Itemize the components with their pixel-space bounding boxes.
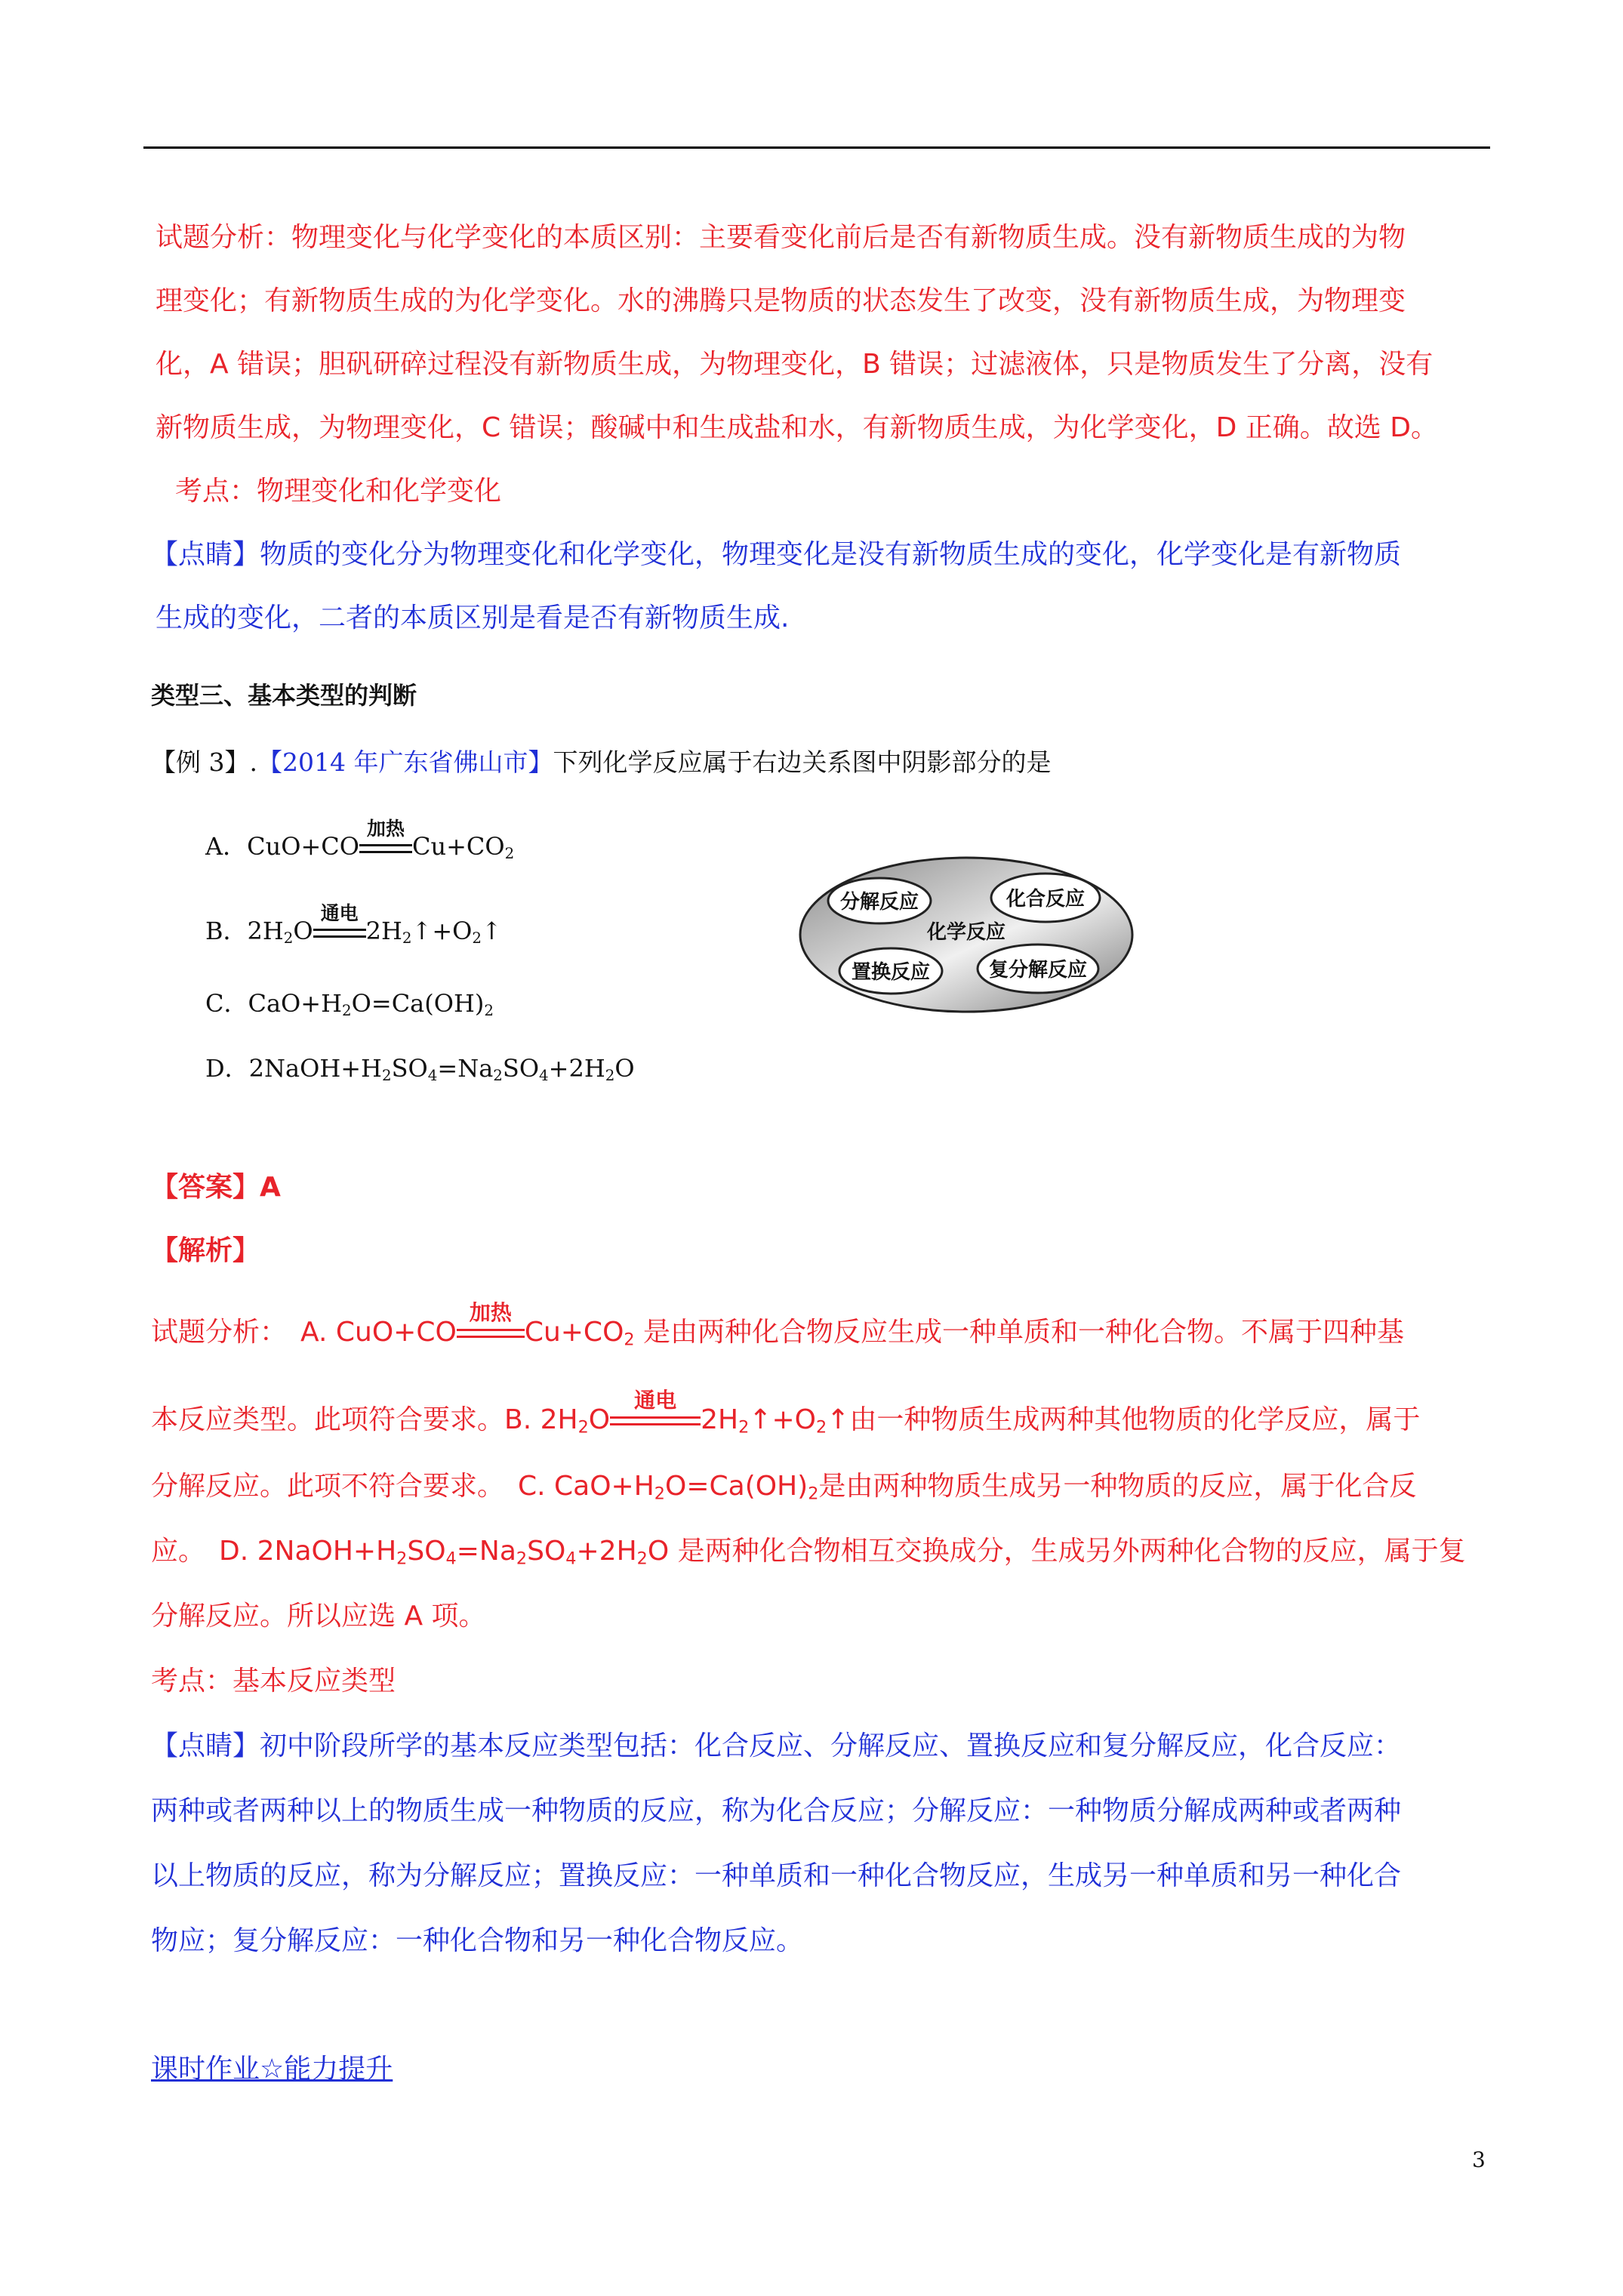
- analysis1-kaodian: 考点：物理变化和化学变化: [175, 476, 502, 507]
- dianjing1-line2: 生成的变化，二者的本质区别是看是否有新物质生成.: [156, 603, 790, 633]
- analysis1-line3: 化，A 错误；胆矾研碎过程没有新物质生成，为物理变化，B 错误；过滤液体，只是物质发生了分离，没有: [156, 349, 1434, 380]
- option-c: C．$CaO+H_2O=Ca(OH)_2$: [205, 989, 494, 1019]
- condition-heating-2: 加热: [457, 1317, 525, 1348]
- label-double-decomposition: 复分解反应: [988, 959, 1088, 982]
- label-chemical-reaction: 化学反应: [926, 921, 1006, 944]
- option-a: A．CuO+CO 加热 $Cu+CO_2$: [205, 818, 515, 862]
- condition-electricity: 通电: [313, 917, 366, 945]
- condition-heating: 加热: [359, 832, 412, 861]
- analysis2-line5: 分解反应。所以应选 A 项。: [151, 1601, 486, 1632]
- analysis2-line4: 应。 D. $2NaOH+H_2SO_4=Na_2SO_4+2H_2O$ 是两种化合物相互交换成分，生成另外两种化合物的反应，属于复: [151, 1536, 1466, 1569]
- dianjing1-line1: 【点睛】物质的变化分为物理变化和化学变化，物理变化是没有新物质生成的变化，化学变化是有新物质: [151, 539, 1402, 570]
- label-decomposition: 分解反应: [839, 891, 919, 914]
- option-d: D．$2NaOH+H_2SO_4=Na_2SO_4+2H_2O$: [205, 1054, 635, 1084]
- example-source: 【2014 年广东省佛山市】: [257, 747, 553, 777]
- homework-link[interactable]: 课时作业☆能力提升: [151, 2054, 393, 2085]
- example-question-text: 下列化学反应属于右边关系图中阴影部分的是: [553, 747, 1052, 777]
- label-displacement: 置换反应: [851, 961, 931, 984]
- header-rule: [143, 146, 1490, 149]
- analysis1-line1: 试题分析：物理变化与化学变化的本质区别：主要看变化前后是否有新物质生成。没有新物质生成的为物: [156, 222, 1406, 253]
- option-b: B．$2H_2O$ 通电 $2H_2↑+O_2↑$: [205, 902, 502, 947]
- reaction-relationship-diagram: [796, 854, 1136, 1015]
- analysis2-line3: 分解反应。此项不符合要求。 C. $CaO+H_2O=Ca(OH)_2$是由两种物质生成另一种物质的反应，属于化合反: [151, 1471, 1417, 1504]
- dianjing2-line2: 两种或者两种以上的物质生成一种物质的反应，称为化合反应；分解反应：一种物质分解成两种或者两种: [151, 1795, 1402, 1826]
- analysis1-line2: 理变化；有新物质生成的为化学变化。水的沸腾只是物质的状态发生了改变，没有新物质生成，为物理变: [156, 285, 1406, 316]
- example-question: [151, 743, 1051, 778]
- dianjing2-line4: 物应；复分解反应：一种化合物和另一种化合物反应。: [151, 1925, 804, 1956]
- analysis2-line2: 本反应类型。此项符合要求。B. $2H_2O$ 通电 $2H_2↑+O_2↑$由一种物质生成两种其他物质的化学反应，属于: [151, 1388, 1421, 1438]
- dianjing2-line1: 【点睛】初中阶段所学的基本反应类型包括：化合反应、分解反应、置换反应和复分解反应，化合反应：: [151, 1730, 1402, 1761]
- jiexi-heading: 【解析】: [151, 1235, 260, 1266]
- example-label: 【例 3】.: [151, 747, 257, 777]
- analysis2-kaodian: 考点：基本反应类型: [151, 1666, 396, 1697]
- page-number: 3: [1472, 2147, 1486, 2172]
- label-combination: 化合反应: [1006, 888, 1086, 911]
- analysis1-line4: 新物质生成，为物理变化，C 错误；酸碱中和生成盐和水，有新物质生成，为化学变化，D 正确。故选 D。: [156, 412, 1438, 443]
- answer: 【答案】A: [151, 1172, 281, 1203]
- dianjing2-line3: 以上物质的反应，称为分解反应；置换反应：一种单质和一种化合物反应，生成另一种单质和另一种化合: [151, 1860, 1402, 1891]
- section-heading: 类型三、基本类型的判断: [151, 681, 417, 710]
- condition-electricity-2: 通电: [610, 1404, 701, 1435]
- analysis2-line1: 试题分析： A. CuO+CO 加热 $Cu+CO_2$ 是由两种化合物反应生成一种单质和一种化合物。不属于四种基: [151, 1300, 1405, 1350]
